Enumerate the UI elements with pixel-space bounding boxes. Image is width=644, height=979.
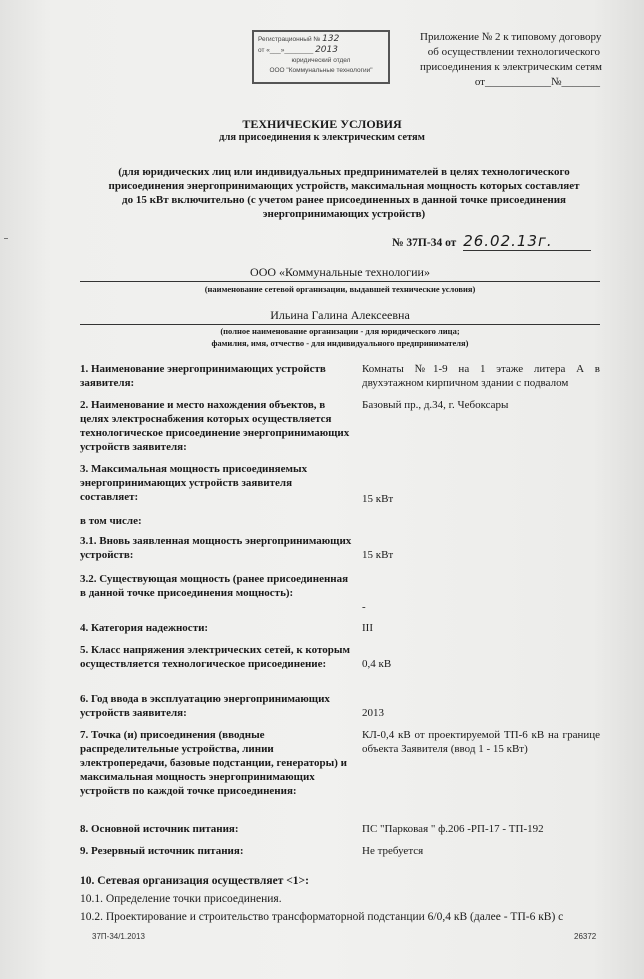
stamp-organization: ООО "Коммунальные технологии" — [269, 67, 373, 74]
condition-question: в том числе: — [80, 515, 142, 527]
condition-question: 3.1. Вновь заявленная мощность энергопринимающих устройств: — [80, 535, 352, 561]
condition-answer: - — [362, 601, 366, 613]
condition-answer: 2013 — [362, 707, 384, 719]
condition-answer: Комнаты №1-9 на 1 этаже литера А в двухэтажном кирпичном здании с подвалом — [362, 363, 600, 389]
stamp-reg-number: 132 — [322, 34, 340, 44]
condition-question: 2. Наименование и место нахождения объектов, в целях электроснабжения которых осуществляется технологическое присоединение энергопринимающих устройств заявителя: — [80, 399, 350, 453]
condition-answer: КЛ-0,4 кВ от проектируемой ТП-6 кВ на границе объекта Заявителя (ввод 1 - 15 кВт) — [362, 729, 600, 755]
footer-document-code: 37П-34/1.2013 — [92, 932, 145, 941]
condition-answer: 15 кВт — [362, 493, 394, 505]
group-line-3: до 15 кВт включительно (с учетом ранее присоединенных в данной точке присоединения — [122, 194, 566, 206]
footer-number: 26372 — [574, 932, 597, 941]
condition-answer: Базовый пр., д.34, г. Чебоксары — [362, 399, 509, 411]
applicant-caption — [80, 325, 600, 349]
appendix-line-1: Приложение № 2 к типовому договору — [420, 31, 602, 43]
condition-question: 5. Класс напряжения электрических сетей, к которым осуществляется технологическое присоединение: — [80, 644, 350, 670]
document-number-label: № 37П-34 от — [392, 237, 457, 249]
stamp-department: юридический отдел — [291, 57, 351, 64]
condition-question: 4. Категория надежности: — [80, 622, 209, 634]
condition-question: 9. Резервный источник питания: — [80, 845, 244, 857]
document-subtitle: для присоединения к электрическим сетям — [219, 132, 425, 143]
section-10-heading: 10. Сетевая организация осуществляет <1>: — [80, 875, 309, 887]
group-line-4: энергопринимающих устройств) — [262, 208, 426, 220]
document-number — [392, 232, 602, 254]
stamp-date-label: от — [258, 47, 265, 54]
group-line-1: (для юридических лиц или индивидуальных предпринимателей в целях технологического — [118, 166, 570, 178]
condition-question: 7. Точка (и) присоединения (вводные распределительные устройства, линии электропередачи, базовые подстанции, генераторы) и максимальная мощность энергопринимающих устройств по каждой точке присоединения: — [80, 729, 347, 797]
condition-answer: Не требуется — [362, 845, 424, 857]
section-10 — [80, 872, 610, 926]
condition-question: 3.2. Существующая мощность (ранее присоединенная в данной точке присоединения мощность): — [80, 573, 349, 599]
condition-question: 3. Максимальная мощность присоединяемых энергопринимающих устройств заявителя составляет: — [80, 463, 308, 503]
condition-answer: 0,4 кВ — [362, 658, 392, 670]
network-organization-caption: (наименование сетевой организации, выдавшей технические условия) — [204, 284, 476, 294]
scan-mark — [4, 238, 8, 239]
condition-question: 8. Основной источник питания: — [80, 823, 239, 835]
appendix-line-3: присоединения к электрическим сетям — [420, 61, 602, 73]
stamp-reg-label: Регистрационный № — [258, 36, 321, 43]
applicant-caption-line-1: (полное наименование организации - для юридического лица; — [220, 326, 460, 336]
condition-answer: III — [362, 622, 373, 634]
condition-answer: 15 кВт — [362, 549, 394, 561]
applicant-name: Ильина Галина Алексеевна — [80, 308, 600, 325]
condition-question: 6. Год ввода в эксплуатацию энергопринимающих устройств заявителя: — [80, 693, 330, 719]
section-10-item-1: 10.1. Определение точки присоединения. — [80, 893, 282, 905]
appendix-line-2: об осуществлении технологического — [427, 46, 600, 58]
registration-stamp: Регистрационный № 132 от «___»________ 2013 юридический отдел ООО "Коммунальные технологии" — [252, 30, 390, 84]
document-date: 26.02.13г. — [463, 232, 591, 251]
condition-answer: ПС "Парковая " ф.206 -РП-17 - ТП-192 — [362, 823, 544, 835]
document-title: ТЕХНИЧЕСКИЕ УСЛОВИЯ — [242, 117, 402, 131]
section-10-item-2: 10.2. Проектирование и строительство трансформаторной подстанции 6/0,4 кВ (далее - ТП-6 кВ) с — [80, 911, 564, 923]
applicant-caption-line-2: фамилия, имя, отчество - для индивидуального предпринимателя) — [211, 338, 469, 348]
appendix-line-4: от____________№_______ — [474, 76, 600, 88]
group-line-2: присоединения энергопринимающих устройств, максимальная мощность которых составляет — [108, 180, 580, 192]
stamp-date-year: 2013 — [315, 45, 338, 55]
network-organization-name: ООО «Коммунальные технологии» — [80, 265, 600, 282]
appendix-note — [420, 30, 600, 90]
condition-question: 1. Наименование энергопринимающих устройств заявителя: — [80, 363, 326, 389]
applicant-group-note — [84, 165, 604, 221]
